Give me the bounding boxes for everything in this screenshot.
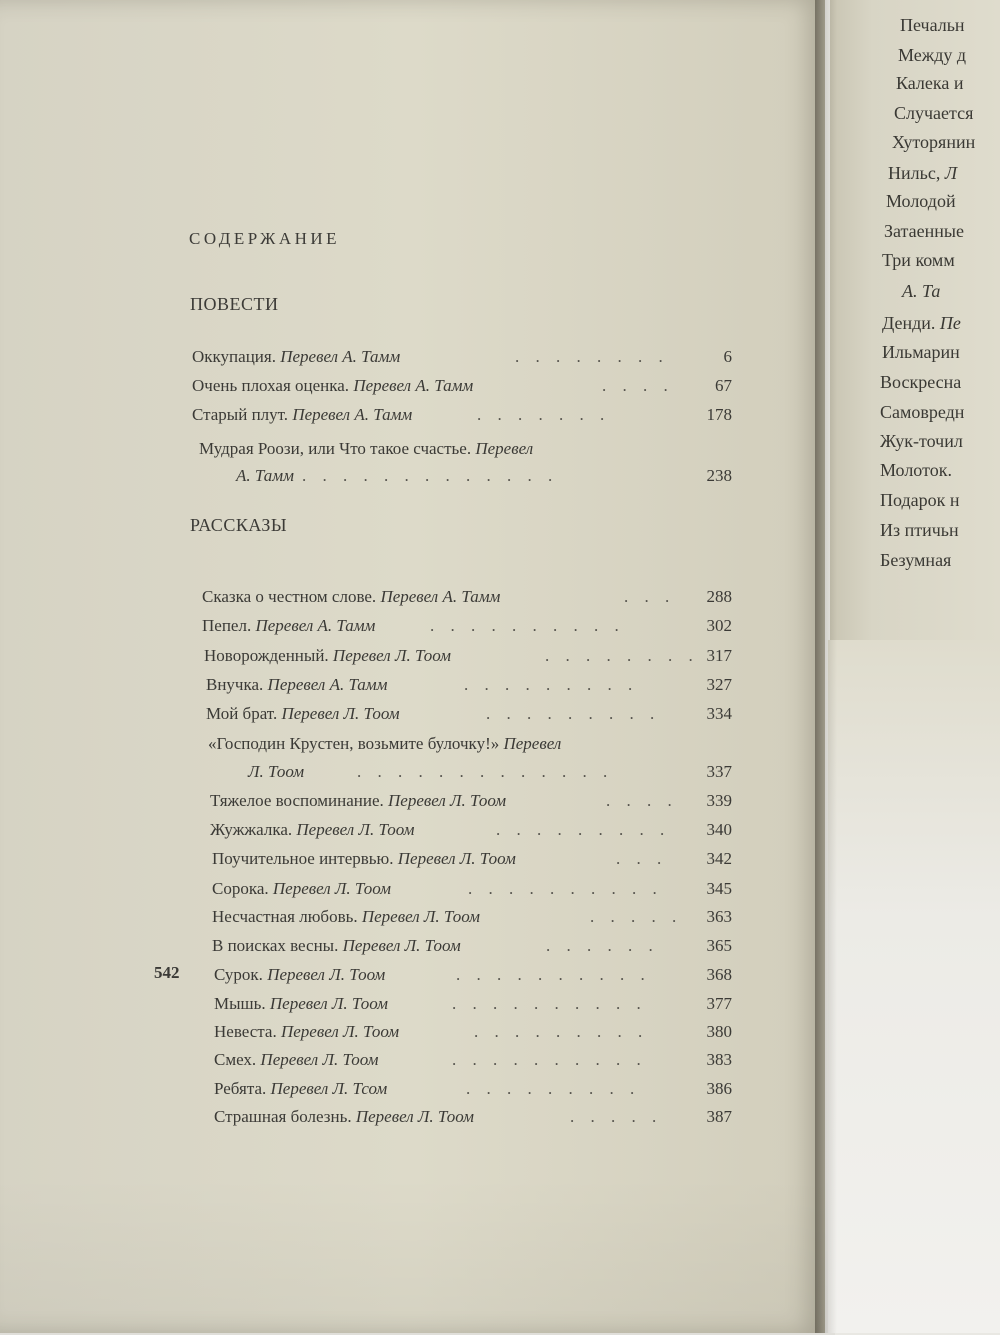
right-page-line-text: Случается	[894, 103, 974, 123]
toc-entry-translator: Перевел Л. Тоом	[281, 704, 400, 723]
toc-entry-page: 380	[706, 1022, 732, 1041]
toc-entry-leader-dots: . . . . . . . .	[545, 646, 699, 665]
book-binding	[815, 0, 837, 1333]
toc-entry	[0, 344, 740, 370]
toc-entry-translator: Л. Тоом	[248, 762, 305, 781]
toc-entry-text	[214, 1076, 387, 1102]
right-page-line-text: Между д	[898, 45, 967, 65]
toc-entry-page: 383	[706, 1050, 732, 1069]
toc-entry-title: В поисках весны.	[212, 936, 339, 955]
toc-entry-translator: Перевел А. Тамм	[255, 616, 376, 635]
toc-entry-text	[212, 846, 516, 872]
toc-entry-leader-dots: . . . . . . . . . . . . .	[302, 466, 559, 485]
toc-entry-title: Сорока.	[212, 879, 269, 898]
toc-entry-leader-dots: . . . .	[606, 791, 678, 810]
toc-entry-title: Тяжелое воспоминание.	[210, 791, 384, 810]
toc-entry-page: 288	[706, 587, 732, 606]
toc-entry-leader-dots: . . . . . . . . . .	[456, 965, 651, 984]
toc-entry-leader-dots: . . . .	[602, 376, 674, 395]
toc-entry-page: 368	[706, 965, 732, 984]
toc-entry	[0, 402, 740, 428]
toc-entry-text	[192, 373, 473, 399]
toc-entry-translator: Перевел Л. Тоом	[388, 791, 507, 810]
toc-entry-translator: А. Тамм	[236, 466, 294, 485]
toc-entry-leader-dots: . . . . . . .	[477, 405, 611, 424]
toc-entry-page: 238	[706, 466, 732, 485]
toc-entry-page: 317	[706, 646, 732, 665]
right-page-line-text: Из птичьн	[880, 520, 959, 540]
right-page-line	[880, 547, 951, 573]
toc-entry-page: 363	[706, 907, 732, 926]
page-number: 542	[154, 963, 180, 982]
toc-entry-leader-dots: . . . . . . . . . .	[468, 879, 663, 898]
right-page-bottom	[828, 640, 1000, 1333]
right-page-line	[880, 428, 963, 454]
toc-entry	[0, 463, 740, 489]
toc-entry-title: «Господин Крустен, возьмите булочку!»	[208, 734, 500, 753]
toc-entry-page: 178	[706, 405, 732, 424]
toc-entry	[0, 613, 740, 639]
toc-entry-translator: Перевел	[503, 734, 562, 753]
right-page-line	[880, 457, 952, 483]
toc-entry-text	[214, 1047, 379, 1073]
toc-entry	[0, 672, 740, 698]
section-title-povesti: ПОВЕСТИ	[190, 294, 279, 314]
right-page-line-text: Подарок н	[880, 490, 960, 510]
toc-entry	[0, 933, 740, 959]
right-page-line-text: Печальн	[900, 15, 965, 35]
right-page-line-text: Денди.	[882, 313, 936, 333]
toc-entry-page: 6	[723, 347, 732, 366]
toc-entry-title: Мой брат.	[206, 704, 278, 723]
toc-entry-translator: Перевел	[475, 439, 534, 458]
toc-entry	[0, 759, 740, 785]
toc-entry-text	[248, 759, 304, 785]
toc-entry-leader-dots: . . . . . . . . .	[466, 1079, 641, 1098]
toc-entry	[0, 991, 740, 1017]
toc-entry-translator: Перевел Л. Тсом	[270, 1079, 388, 1098]
toc-entry-page: 339	[706, 791, 732, 810]
right-page-line	[882, 339, 960, 365]
toc-entry	[0, 962, 740, 988]
toc-entry-text	[212, 933, 461, 959]
toc-entry-leader-dots: . . . . . . . . .	[464, 675, 639, 694]
toc-entry-title: Ребята.	[214, 1079, 267, 1098]
right-page-line	[900, 12, 965, 38]
toc-entry-translator: Перевел Л. Тоом	[296, 820, 415, 839]
toc-entry-leader-dots: . . . . . . . . . .	[430, 616, 625, 635]
right-page-line-text: Жук-точил	[880, 431, 963, 451]
toc-entry-title: Смех.	[214, 1050, 257, 1069]
right-page-line	[882, 247, 955, 273]
toc-entry-leader-dots: . . . . .	[590, 907, 683, 926]
right-page-line-text: Затаенные	[884, 221, 964, 241]
toc-entry-text	[208, 731, 561, 757]
right-page-line	[894, 100, 973, 126]
toc-entry-title: Очень плохая оценка.	[192, 376, 350, 395]
toc-entry	[0, 584, 740, 610]
toc-entry-title: Мышь.	[214, 994, 266, 1013]
right-page-line-text: Калека и	[896, 73, 964, 93]
right-page-line-text: Хуторянин	[892, 132, 976, 152]
toc-entry	[0, 817, 740, 843]
toc-entry-text	[214, 1104, 474, 1130]
toc-entry-text	[206, 701, 400, 727]
page-edge	[0, 1175, 835, 1335]
toc-entry-title: Оккупация.	[192, 347, 276, 366]
toc-entry-page: 302	[706, 616, 732, 635]
toc-entry-page: 386	[706, 1079, 732, 1098]
toc-entry	[0, 373, 740, 399]
right-page-line-italic: Пе	[939, 313, 961, 333]
toc-entry-translator: Перевел А. Тамм	[353, 376, 474, 395]
right-page-line-text: Молодой	[886, 191, 956, 211]
toc-entry-text	[199, 436, 533, 462]
toc-entry-page: 334	[706, 704, 732, 723]
toc-entry-translator: Перевел Л. Тоом	[269, 994, 388, 1013]
toc-entry-title: Мудрая Роози, или Что такое счастье.	[199, 439, 472, 458]
toc-entry-text	[206, 672, 388, 698]
right-page-line	[884, 218, 964, 244]
section-title-rasskazy: РАССКАЗЫ	[190, 515, 288, 535]
toc-entry	[0, 436, 740, 462]
right-page-line	[896, 70, 963, 96]
right-page-line-text: Безумная	[880, 550, 952, 570]
toc-entry-translator: Перевел Л. Тоом	[361, 907, 480, 926]
right-page-line	[880, 399, 964, 425]
toc-entry-translator: Перевел А. Тамм	[380, 587, 501, 606]
toc-entry-page: 365	[706, 936, 732, 955]
toc-entry	[0, 1104, 740, 1130]
toc-entry	[0, 701, 740, 727]
right-page-line-text: Ильмарин	[882, 342, 960, 362]
toc-entry-title: Несчастная любовь.	[212, 907, 358, 926]
toc-entry-leader-dots: . . .	[624, 587, 676, 606]
right-page-line	[888, 160, 957, 186]
toc-entry-title: Поучительное интервью.	[212, 849, 394, 868]
toc-entry-title: Пепел.	[202, 616, 252, 635]
toc-entry-translator: Перевел Л. Тоом	[260, 1050, 379, 1069]
toc-heading: СОДЕРЖАНИЕ	[189, 229, 341, 248]
toc-entry	[0, 1019, 740, 1045]
toc-entry-text	[210, 788, 506, 814]
toc-entry-title: Сурок.	[214, 965, 263, 984]
right-page-line	[880, 487, 960, 513]
right-page-line-text: Три комм	[882, 250, 955, 270]
toc-entry	[0, 643, 740, 669]
right-page-line	[902, 278, 940, 304]
toc-entry-text	[192, 402, 412, 428]
toc-entry-translator: Перевел Л. Тоом	[280, 1022, 400, 1041]
toc-entry-leader-dots: . . . . . . . . . .	[452, 994, 647, 1013]
right-page-line	[880, 517, 959, 543]
toc-entry-translator: Перевел Л. Тоом	[397, 849, 516, 868]
toc-entry-text	[214, 962, 385, 988]
toc-entry-leader-dots: . . . . . . . . .	[496, 820, 671, 839]
toc-entry-title: Новорожденный.	[204, 646, 329, 665]
toc-entry-text	[236, 463, 294, 489]
right-page-line-italic: Л	[944, 163, 958, 183]
toc-entry-title: Внучка.	[206, 675, 264, 694]
toc-entry-text	[202, 613, 375, 639]
toc-entry-page: 327	[706, 675, 732, 694]
right-page-line-italic: А. Та	[902, 281, 941, 301]
toc-entry-title: Страшная болезнь.	[214, 1107, 352, 1126]
toc-entry-translator: Перевел Л. Тоом	[332, 646, 452, 665]
toc-entry-translator: Перевел А. Тамм	[267, 675, 388, 694]
toc-entry-title: Жужжалка.	[210, 820, 293, 839]
right-page-line-text: Самовредн	[880, 402, 965, 422]
toc-entry-text	[214, 1019, 399, 1045]
toc-entry	[0, 904, 740, 930]
toc-entry-page: 377	[706, 994, 732, 1013]
toc-entry-text	[210, 817, 415, 843]
toc-entry-translator: Перевел Л. Тоом	[342, 936, 461, 955]
toc-entry-text	[212, 876, 391, 902]
right-page-line	[880, 369, 961, 395]
toc-entry-page: 337	[706, 762, 732, 781]
toc-entry-translator: Перевел А. Тамм	[280, 347, 401, 366]
right-page-line-text: Нильс,	[888, 163, 941, 183]
right-page	[830, 0, 1000, 640]
toc-entry-text	[212, 904, 480, 930]
toc-entry-title: Сказка о честном слове.	[202, 587, 377, 606]
toc-entry-leader-dots: . . . . . . . . . .	[452, 1050, 647, 1069]
toc-entry-page: 387	[706, 1107, 732, 1126]
toc-entry-leader-dots: . . .	[616, 849, 668, 868]
toc-entry-page: 345	[706, 879, 732, 898]
toc-entry-page: 342	[706, 849, 732, 868]
toc-entry-translator: Перевел Л. Тоом	[272, 879, 391, 898]
toc-entry-text	[204, 643, 451, 669]
toc-entry-leader-dots: . . . . . . . . .	[474, 1022, 649, 1041]
toc-entry-translator: Перевел А. Тамм	[292, 405, 413, 424]
toc-entry	[0, 731, 740, 757]
toc-entry-leader-dots: . . . . .	[570, 1107, 663, 1126]
toc-entry-title: Старый плут.	[192, 405, 289, 424]
toc-entry	[0, 788, 740, 814]
toc-entry	[0, 876, 740, 902]
toc-entry-translator: Перевел Л. Тоом	[267, 965, 386, 984]
right-page-line-text: Молоток.	[880, 460, 952, 480]
toc-entry-leader-dots: . . . . . . . .	[515, 347, 669, 366]
toc-entry-text	[202, 584, 500, 610]
toc-entry	[0, 1047, 740, 1073]
toc-entry	[0, 846, 740, 872]
toc-entry-leader-dots: . . . . . . . . .	[486, 704, 661, 723]
right-page-line	[886, 188, 956, 214]
right-page-line	[898, 42, 966, 68]
toc-entry-leader-dots: . . . . . . . . . . . . .	[357, 762, 614, 781]
right-page-line	[882, 310, 961, 336]
toc-entry-translator: Перевел Л. Тоом	[355, 1107, 474, 1126]
toc-entry-page: 67	[715, 376, 732, 395]
toc-entry-title: Невеста.	[214, 1022, 277, 1041]
toc-entry-text	[214, 991, 388, 1017]
right-page-line-text: Воскресна	[880, 372, 962, 392]
right-page-line	[892, 129, 975, 155]
toc-entry	[0, 1076, 740, 1102]
toc-entry-text	[192, 344, 400, 370]
toc-entry-leader-dots: . . . . . .	[546, 936, 659, 955]
toc-entry-page: 340	[706, 820, 732, 839]
